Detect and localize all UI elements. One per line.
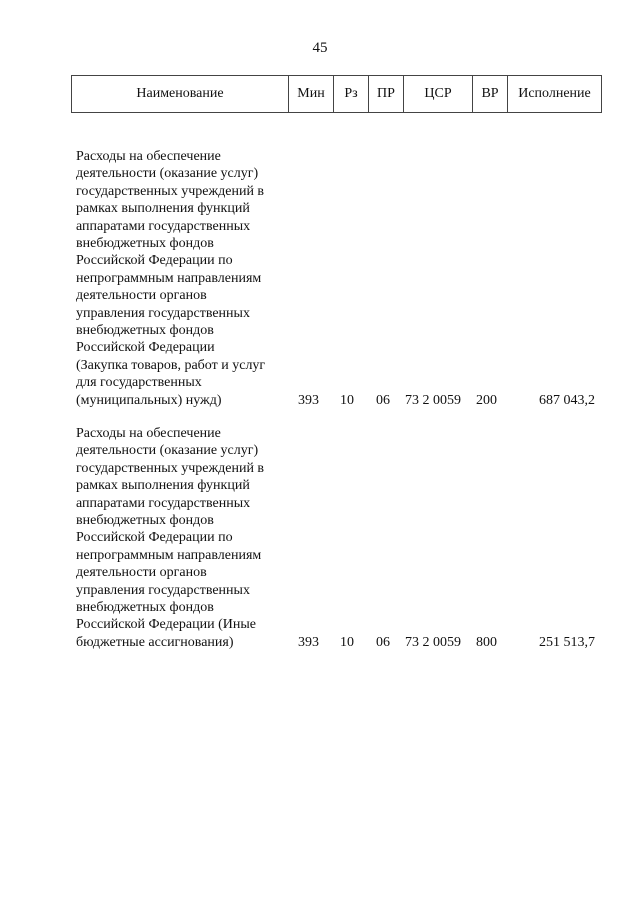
- name-line: рамках выполнения функций: [76, 478, 250, 494]
- name-line: Расходы на обеспечение: [76, 149, 221, 164]
- cell-rz: 10: [340, 634, 354, 650]
- name-line: непрограммным направлениям: [76, 270, 262, 286]
- name-line: внебюджетных фондов: [76, 513, 214, 529]
- cell-min: 393: [298, 634, 319, 650]
- name-line: Российской Федерации: [76, 340, 215, 356]
- header-name: Наименование: [72, 76, 289, 113]
- name-line: непрограммным направлениям: [76, 547, 262, 563]
- row-name: [76, 148, 291, 409]
- cell-vr: 200: [476, 392, 497, 408]
- name-line: Российской Федерации (Иные: [76, 617, 256, 633]
- cell-vr: 800: [476, 634, 497, 650]
- name-line: (муниципальных) нужд): [76, 392, 222, 408]
- name-line: Российской Федерации по: [76, 530, 233, 546]
- name-line: для государственных: [76, 375, 202, 391]
- header-vr: ВР: [473, 76, 508, 113]
- table-header: [71, 75, 602, 113]
- name-line: рамках выполнения функций: [76, 201, 250, 217]
- cell-min: 393: [298, 392, 319, 408]
- name-line: деятельности (оказание услуг): [76, 166, 259, 182]
- cell-pr: 06: [376, 392, 390, 408]
- cell-isp: 251 513,7: [539, 634, 595, 650]
- name-line: внебюджетных фондов: [76, 600, 214, 616]
- header-isp: Исполнение: [508, 76, 602, 113]
- page-number: 45: [312, 40, 328, 56]
- name-line: деятельности органов: [76, 288, 207, 304]
- name-line: управления государственных: [76, 305, 250, 321]
- name-line: внебюджетных фондов: [76, 323, 214, 339]
- name-line: внебюджетных фондов: [76, 236, 214, 252]
- row-name: [76, 425, 291, 651]
- name-line: управления государственных: [76, 582, 250, 598]
- name-line: бюджетные ассигнования): [76, 634, 234, 650]
- name-line: государственных учреждений в: [76, 460, 265, 476]
- header-csr: ЦСР: [404, 76, 473, 113]
- cell-csr: 73 2 0059: [405, 392, 461, 408]
- cell-csr: 73 2 0059: [405, 634, 461, 650]
- cell-isp: 687 043,2: [539, 392, 595, 408]
- name-line: Расходы на обеспечение: [76, 426, 221, 441]
- header-min: Мин: [289, 76, 334, 113]
- header-pr: ПР: [369, 76, 404, 113]
- cell-pr: 06: [376, 634, 390, 650]
- name-line: (Закупка товаров, работ и услуг: [76, 357, 266, 373]
- name-line: аппаратами государственных: [76, 495, 251, 511]
- cell-rz: 10: [340, 392, 354, 408]
- name-line: аппаратами государственных: [76, 218, 251, 234]
- name-line: деятельности (оказание услуг): [76, 443, 259, 459]
- name-line: деятельности органов: [76, 565, 207, 581]
- name-line: государственных учреждений в: [76, 183, 265, 199]
- header-rz: Рз: [334, 76, 369, 113]
- name-line: Российской Федерации по: [76, 253, 233, 269]
